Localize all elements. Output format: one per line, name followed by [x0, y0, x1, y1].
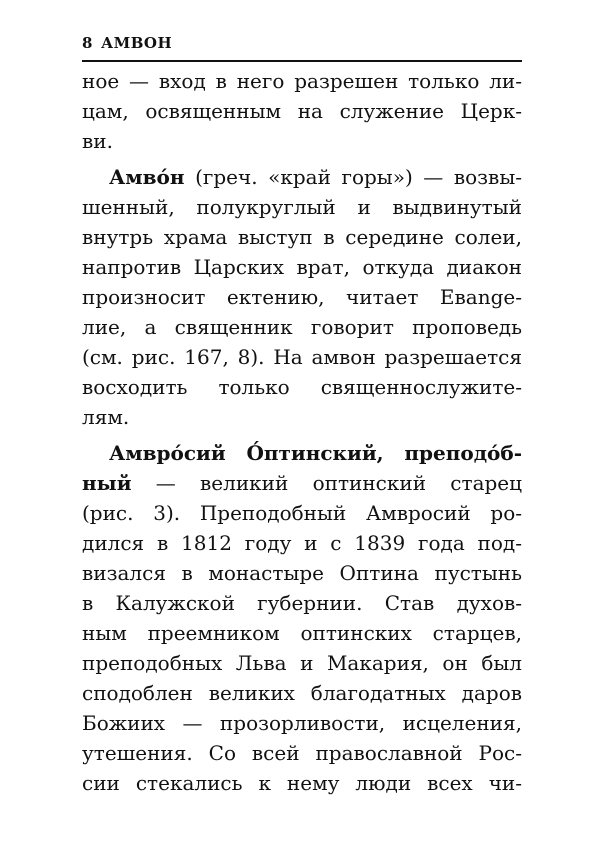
text-line: ным преемником оптинских старцев,	[82, 621, 522, 645]
body-text	[82, 66, 522, 798]
text-line	[82, 468, 522, 498]
text-line: ви.	[82, 129, 113, 153]
text-line: визался в монастыре Оптина пустынь	[82, 561, 522, 585]
section-title: АМВОН	[100, 34, 173, 52]
entry-term-line-2: ный	[82, 471, 132, 495]
text-line: восходить только священнослужите-	[82, 375, 522, 399]
text-line: сии стекались к нему люди всех чи-	[82, 771, 522, 795]
text-line	[82, 162, 522, 192]
text-line: Божиих — прозорливости, исцеления,	[82, 711, 522, 735]
entry-term-line-1: Амвро́сий О́птинский, преподо́б-	[109, 441, 522, 465]
page-number: 8	[82, 34, 93, 52]
text-line: произносит ектению, читает Евange-	[82, 285, 522, 309]
header-rule	[82, 60, 522, 62]
entry-term: Амво́н	[109, 165, 185, 189]
running-head	[82, 34, 522, 56]
text-line: цам, освященным на служение Церк-	[82, 99, 522, 123]
entry-term	[82, 438, 522, 468]
text-line: напротив Царских врат, откуда диакон	[82, 255, 522, 279]
text-line: шенный, полукруглый и выдвинутый	[82, 195, 522, 219]
entry-definition-start: (греч. «край горы») — возвы-	[184, 165, 522, 189]
text-line: внутрь храма выступ в середине солеи,	[82, 225, 522, 249]
text-line: (см. рис. 167, 8). На амвон разрешается	[82, 345, 522, 369]
entry-ambon	[82, 162, 522, 432]
text-line: лям.	[82, 405, 130, 429]
entry-amvrosiy	[82, 438, 522, 798]
text-line: лие, а священник говорит проповедь	[82, 315, 522, 339]
text-line: сподоблен великих благодатных даров	[82, 681, 522, 705]
text-line: (рис. 3). Преподобный Амвросий ро-	[82, 501, 522, 525]
text-line: дился в 1812 году и с 1839 года под-	[82, 531, 522, 555]
book-page	[82, 34, 522, 798]
text-line: в Калужской губернии. Став духов-	[82, 591, 522, 615]
paragraph-continuation	[82, 66, 522, 156]
text-line: преподобных Льва и Макария, он был	[82, 651, 522, 675]
text-line: ное — вход в него разрешен только ли-	[82, 69, 522, 93]
text-line: утешения. Со всей православной Рос-	[82, 741, 522, 765]
entry-definition-start: — великий оптинский старец	[131, 471, 522, 495]
